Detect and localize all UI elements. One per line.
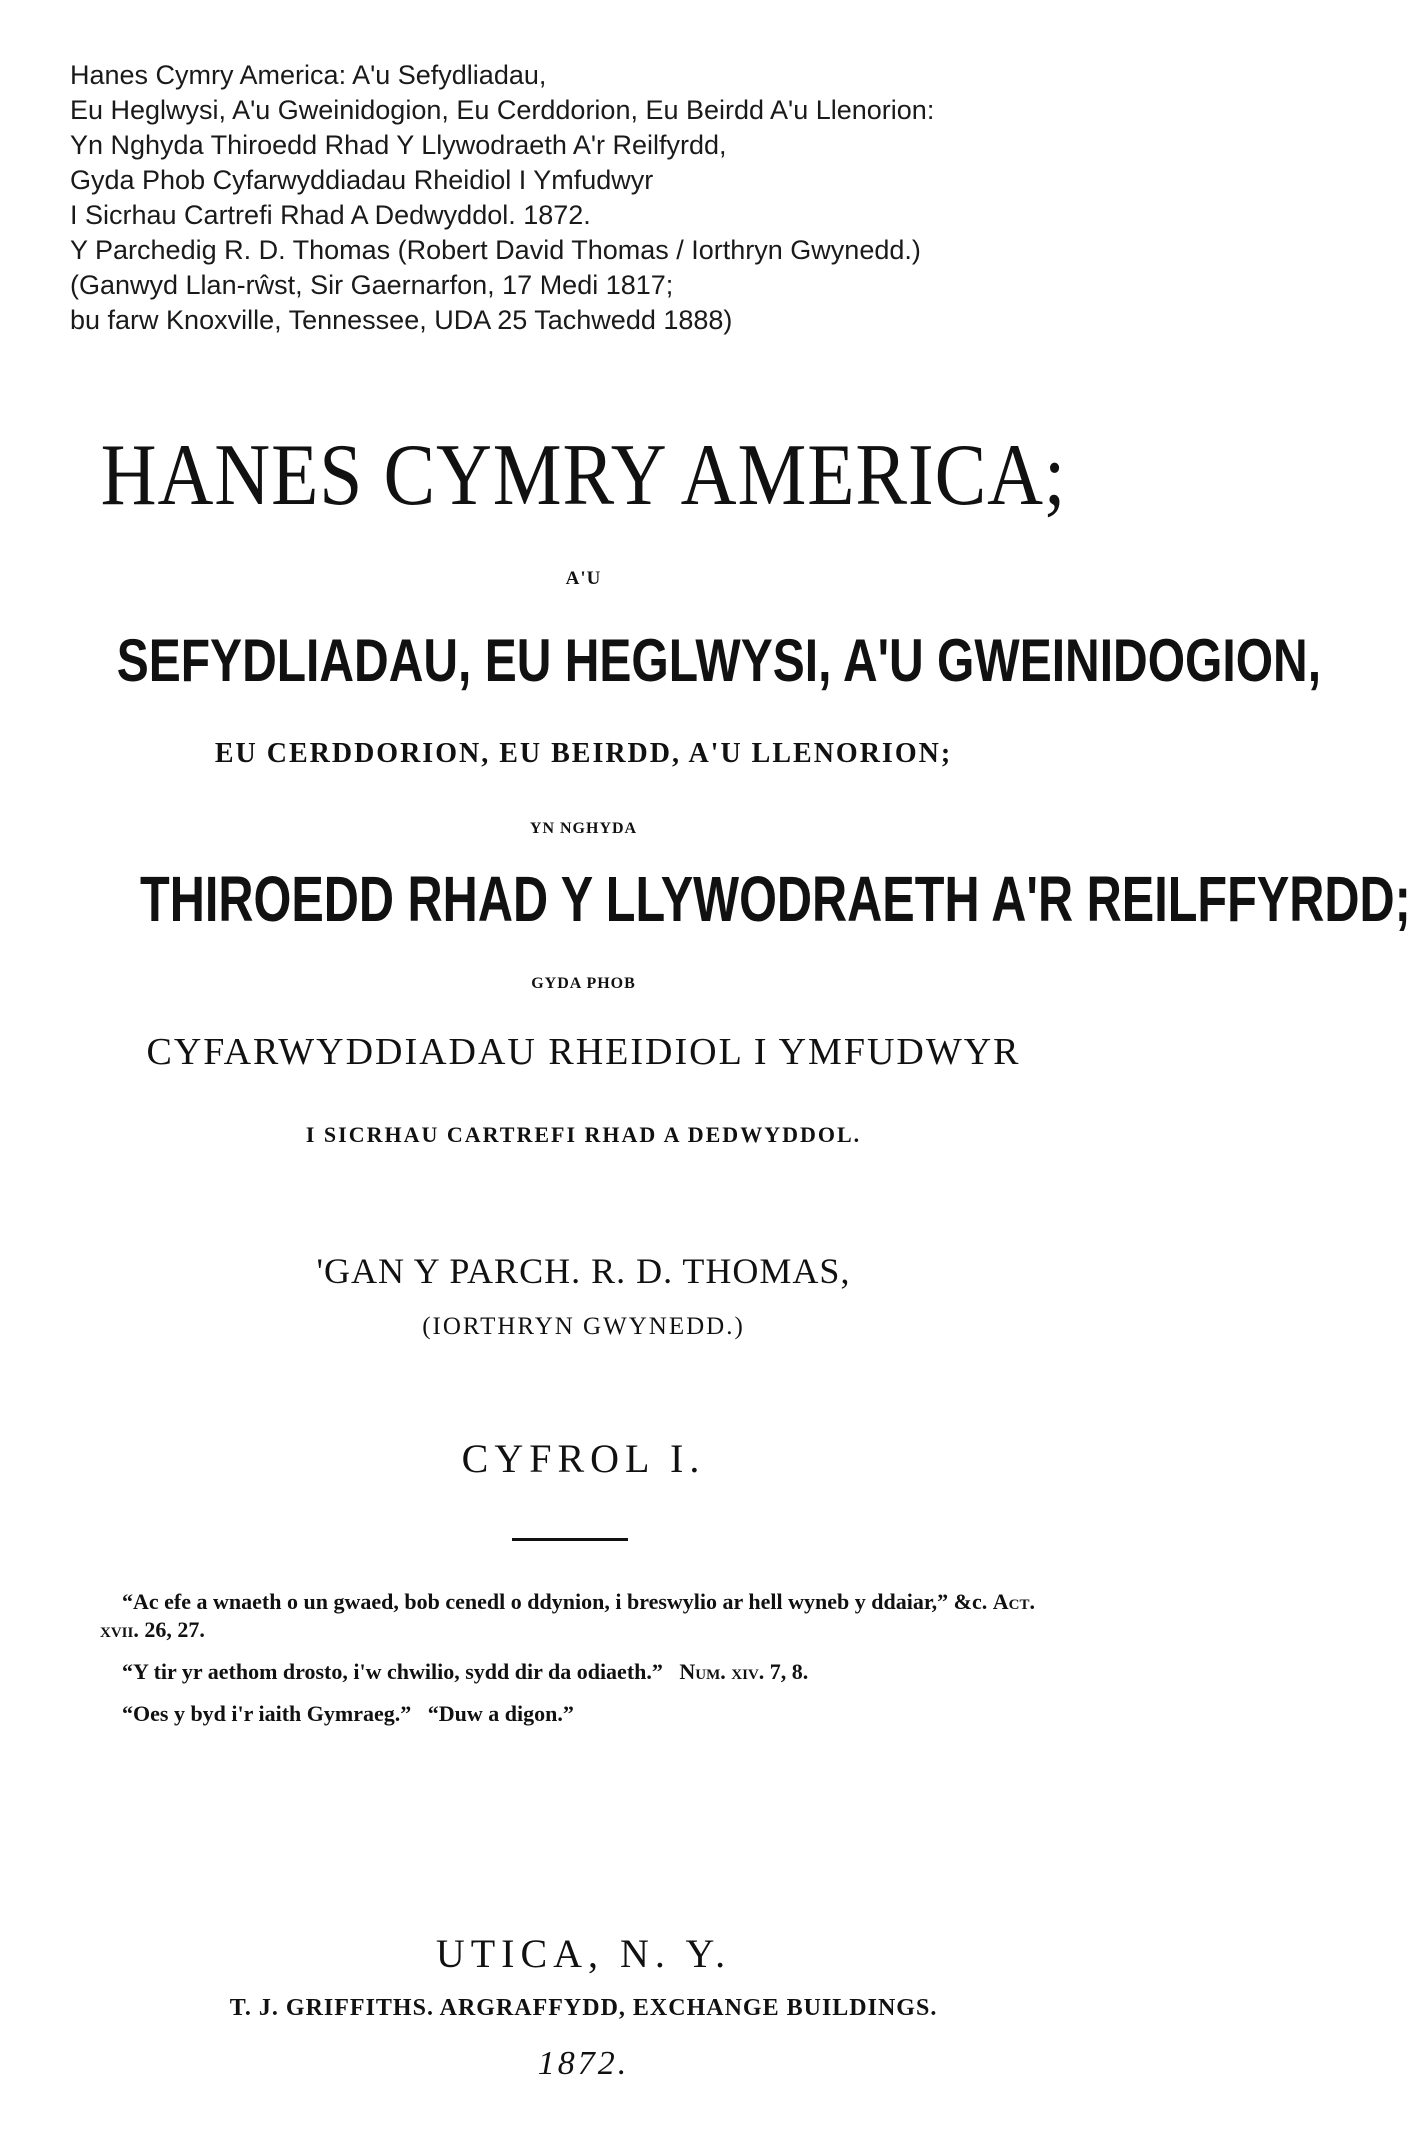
author-pen-name: (IORTHRYN GWYNEDD.) <box>422 1313 745 1340</box>
imprint-place: UTICA, N. Y. <box>435 1931 732 1976</box>
volume-label: CYFROL I. <box>461 1436 706 1481</box>
epigraph-1-reference: Act. xvii. 26, 27. <box>100 1589 1035 1642</box>
connector-gyda-phob: GYDA PHOB <box>531 975 636 992</box>
header-line-5: I Sicrhau Cartrefi Rhad A Dedwyddol. 1872. <box>70 200 591 230</box>
epigraph-2 <box>100 1658 1035 1686</box>
epigraph-3-motto: “Duw a digon.” <box>427 1701 574 1726</box>
header-line-2: Eu Heglwysi, A'u Gweinidogion, Eu Cerddorion, Eu Beirdd A'u Llenorion: <box>70 95 935 125</box>
subtitle-cerddorion: EU CERDDORION, EU BEIRDD, A'U LLENORION; <box>214 738 953 769</box>
imprint-printer: T. J. GRIFFITHS. ARGRAFFYDD, EXCHANGE BUILDINGS. <box>229 1995 938 2021</box>
imprint-year: 1872. <box>537 2045 630 2082</box>
main-title: HANES CYMRY AMERICA; <box>100 427 1067 524</box>
epigraph-2-reference: Num. xiv. 7, 8. <box>679 1659 809 1684</box>
epigraph-3-text: “Oes y byd i'r iaith Gymraeg.” <box>122 1701 412 1726</box>
connector-yn-nghyda: YN NGHYDA <box>529 820 638 837</box>
subtitle-sicrhau: I SICRHAU CARTREFI RHAD A DEDWYDDOL. <box>305 1122 862 1147</box>
header-line-4: Gyda Phob Cyfarwyddiadau Rheidiol I Ymfudwyr <box>70 165 654 195</box>
epigraph-1-text: “Ac efe a wnaeth o un gwaed, bob cenedl o ddynion, i breswylio ar hell wyneb y ddaiar,” &c. <box>122 1589 988 1614</box>
catalog-header-note <box>70 58 1130 338</box>
header-line-7: (Ganwyd Llan-rŵst, Sir Gaernarfon, 17 Medi 1817; <box>70 270 674 300</box>
epigraphs <box>100 1588 1035 1742</box>
header-line-6: Y Parchedig R. D. Thomas (Robert David Thomas / Iorthryn Gwynedd.) <box>70 235 921 265</box>
epigraph-1 <box>100 1588 1035 1644</box>
header-line-1: Hanes Cymry America: A'u Sefydliadau, <box>70 60 547 90</box>
connector-aui: A'U <box>565 568 602 589</box>
header-line-3: Yn Nghyda Thiroedd Rhad Y Llywodraeth A'r Reilfyrdd, <box>70 130 727 160</box>
author-line: 'GAN Y PARCH. R. D. THOMAS, <box>316 1251 851 1291</box>
subtitle-cyfarwyddiadau: CYFARWYDDIADAU RHEIDIOL I YMFUDWYR <box>146 1031 1021 1073</box>
epigraph-2-text: “Y tir yr aethom drosto, i'w chwilio, sydd dir da odiaeth.” <box>122 1659 663 1684</box>
epigraph-3 <box>100 1700 1035 1728</box>
subtitle-sefydliadau: SEFYDLIADAU, EU HEGLWYSI, A'U GWEINIDOGION, <box>116 627 1322 694</box>
header-line-8: bu farw Knoxville, Tennessee, UDA 25 Tachwedd 1888) <box>70 305 733 335</box>
subtitle-thiroedd: THIROEDD RHAD Y LLYWODRAETH A'R REILFFYRDD; <box>140 863 1411 935</box>
divider-rule <box>512 1538 628 1541</box>
